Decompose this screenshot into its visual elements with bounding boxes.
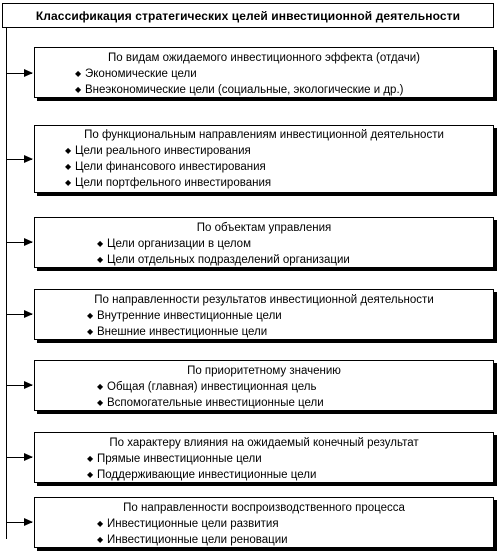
bullet-icon: ◆	[97, 519, 104, 528]
bullet-icon: ◆	[65, 146, 72, 155]
goal-label: Цели реального инвестирования	[75, 145, 251, 157]
goal-list	[35, 236, 493, 268]
list-item	[97, 395, 493, 411]
arrow-connector	[6, 242, 32, 243]
vertical-connector-line	[6, 28, 7, 539]
bullet-icon: ◆	[97, 239, 104, 248]
arrow-connector	[6, 73, 32, 74]
arrow-connector	[6, 314, 32, 315]
arrow-connector	[6, 522, 32, 523]
list-item	[97, 379, 493, 395]
classification-criterion: По объектам управления	[196, 222, 332, 234]
classification-criterion: По характеру влияния на ожидаемый конечный результат	[109, 437, 419, 449]
arrow-connector	[6, 457, 32, 458]
goal-label: Поддерживающие инвестиционные цели	[97, 469, 317, 481]
bullet-icon: ◆	[97, 398, 104, 407]
list-item	[97, 516, 493, 532]
bullet-icon: ◆	[97, 255, 104, 264]
goal-list	[35, 516, 493, 548]
list-item	[75, 66, 493, 82]
bullet-icon: ◆	[75, 69, 82, 78]
goal-label: Цели финансового инвестирования	[75, 161, 266, 173]
bullet-icon: ◆	[65, 178, 72, 187]
bullet-icon: ◆	[65, 162, 72, 171]
bullet-icon: ◆	[75, 85, 82, 94]
list-item	[97, 252, 493, 268]
bullet-icon: ◆	[87, 454, 94, 463]
goal-label: Прямые инвестиционные цели	[97, 453, 262, 465]
classification-criterion: По приоритетному значению	[187, 365, 341, 377]
classification-box	[34, 497, 494, 548]
goal-label: Внешние инвестиционные цели	[97, 326, 268, 338]
classification-criterion: По направленности воспроизводственного процесса	[123, 502, 405, 514]
list-item	[65, 175, 493, 191]
bullet-icon: ◆	[87, 470, 94, 479]
classification-box	[34, 360, 494, 411]
arrow-connector	[6, 385, 32, 386]
goal-list	[35, 308, 493, 340]
classification-box	[34, 47, 494, 98]
goal-list	[35, 66, 493, 98]
bullet-icon: ◆	[97, 382, 104, 391]
goal-label: Инвестиционные цели реновации	[107, 534, 288, 546]
list-item	[87, 324, 493, 340]
goal-label: Инвестиционные цели развития	[107, 518, 279, 530]
goal-label: Внеэкономические цели (социальные, экологические и др.)	[85, 84, 404, 96]
classification-box	[34, 432, 494, 483]
classification-box	[34, 217, 494, 268]
goal-label: Общая (главная) инвестиционная цель	[107, 381, 317, 393]
bullet-icon: ◆	[87, 327, 94, 336]
goal-label: Цели отдельных подразделений организации	[107, 254, 350, 266]
arrow-connector	[6, 159, 32, 160]
goal-list	[35, 379, 493, 411]
goal-list	[35, 451, 493, 483]
classification-box	[34, 125, 494, 193]
goal-label: Цели портфельного инвестирования	[75, 177, 272, 189]
list-item	[97, 236, 493, 252]
list-item	[65, 159, 493, 175]
list-item	[75, 82, 493, 98]
goal-label: Вспомогательные инвестиционные цели	[107, 397, 324, 409]
classification-box	[34, 289, 494, 340]
list-item	[87, 451, 493, 467]
list-item	[97, 532, 493, 548]
bullet-icon: ◆	[97, 535, 104, 544]
bullet-icon: ◆	[87, 311, 94, 320]
goal-label: Экономические цели	[85, 68, 197, 80]
goal-label: Цели организации в целом	[107, 238, 251, 250]
list-item	[87, 308, 493, 324]
classification-criterion: По функциональным направлениям инвестиционной деятельности	[84, 129, 444, 141]
goal-label: Внутренние инвестиционные цели	[97, 310, 282, 322]
list-item	[65, 143, 493, 159]
classification-criterion: По видам ожидаемого инвестиционного эффекта (отдачи)	[108, 52, 420, 64]
classification-criterion: По направленности результатов инвестиционной деятельности	[94, 294, 434, 306]
list-item	[87, 467, 493, 483]
diagram-title: Классификация стратегических целей инвестиционной деятельности	[2, 3, 494, 28]
goal-list	[35, 143, 493, 191]
